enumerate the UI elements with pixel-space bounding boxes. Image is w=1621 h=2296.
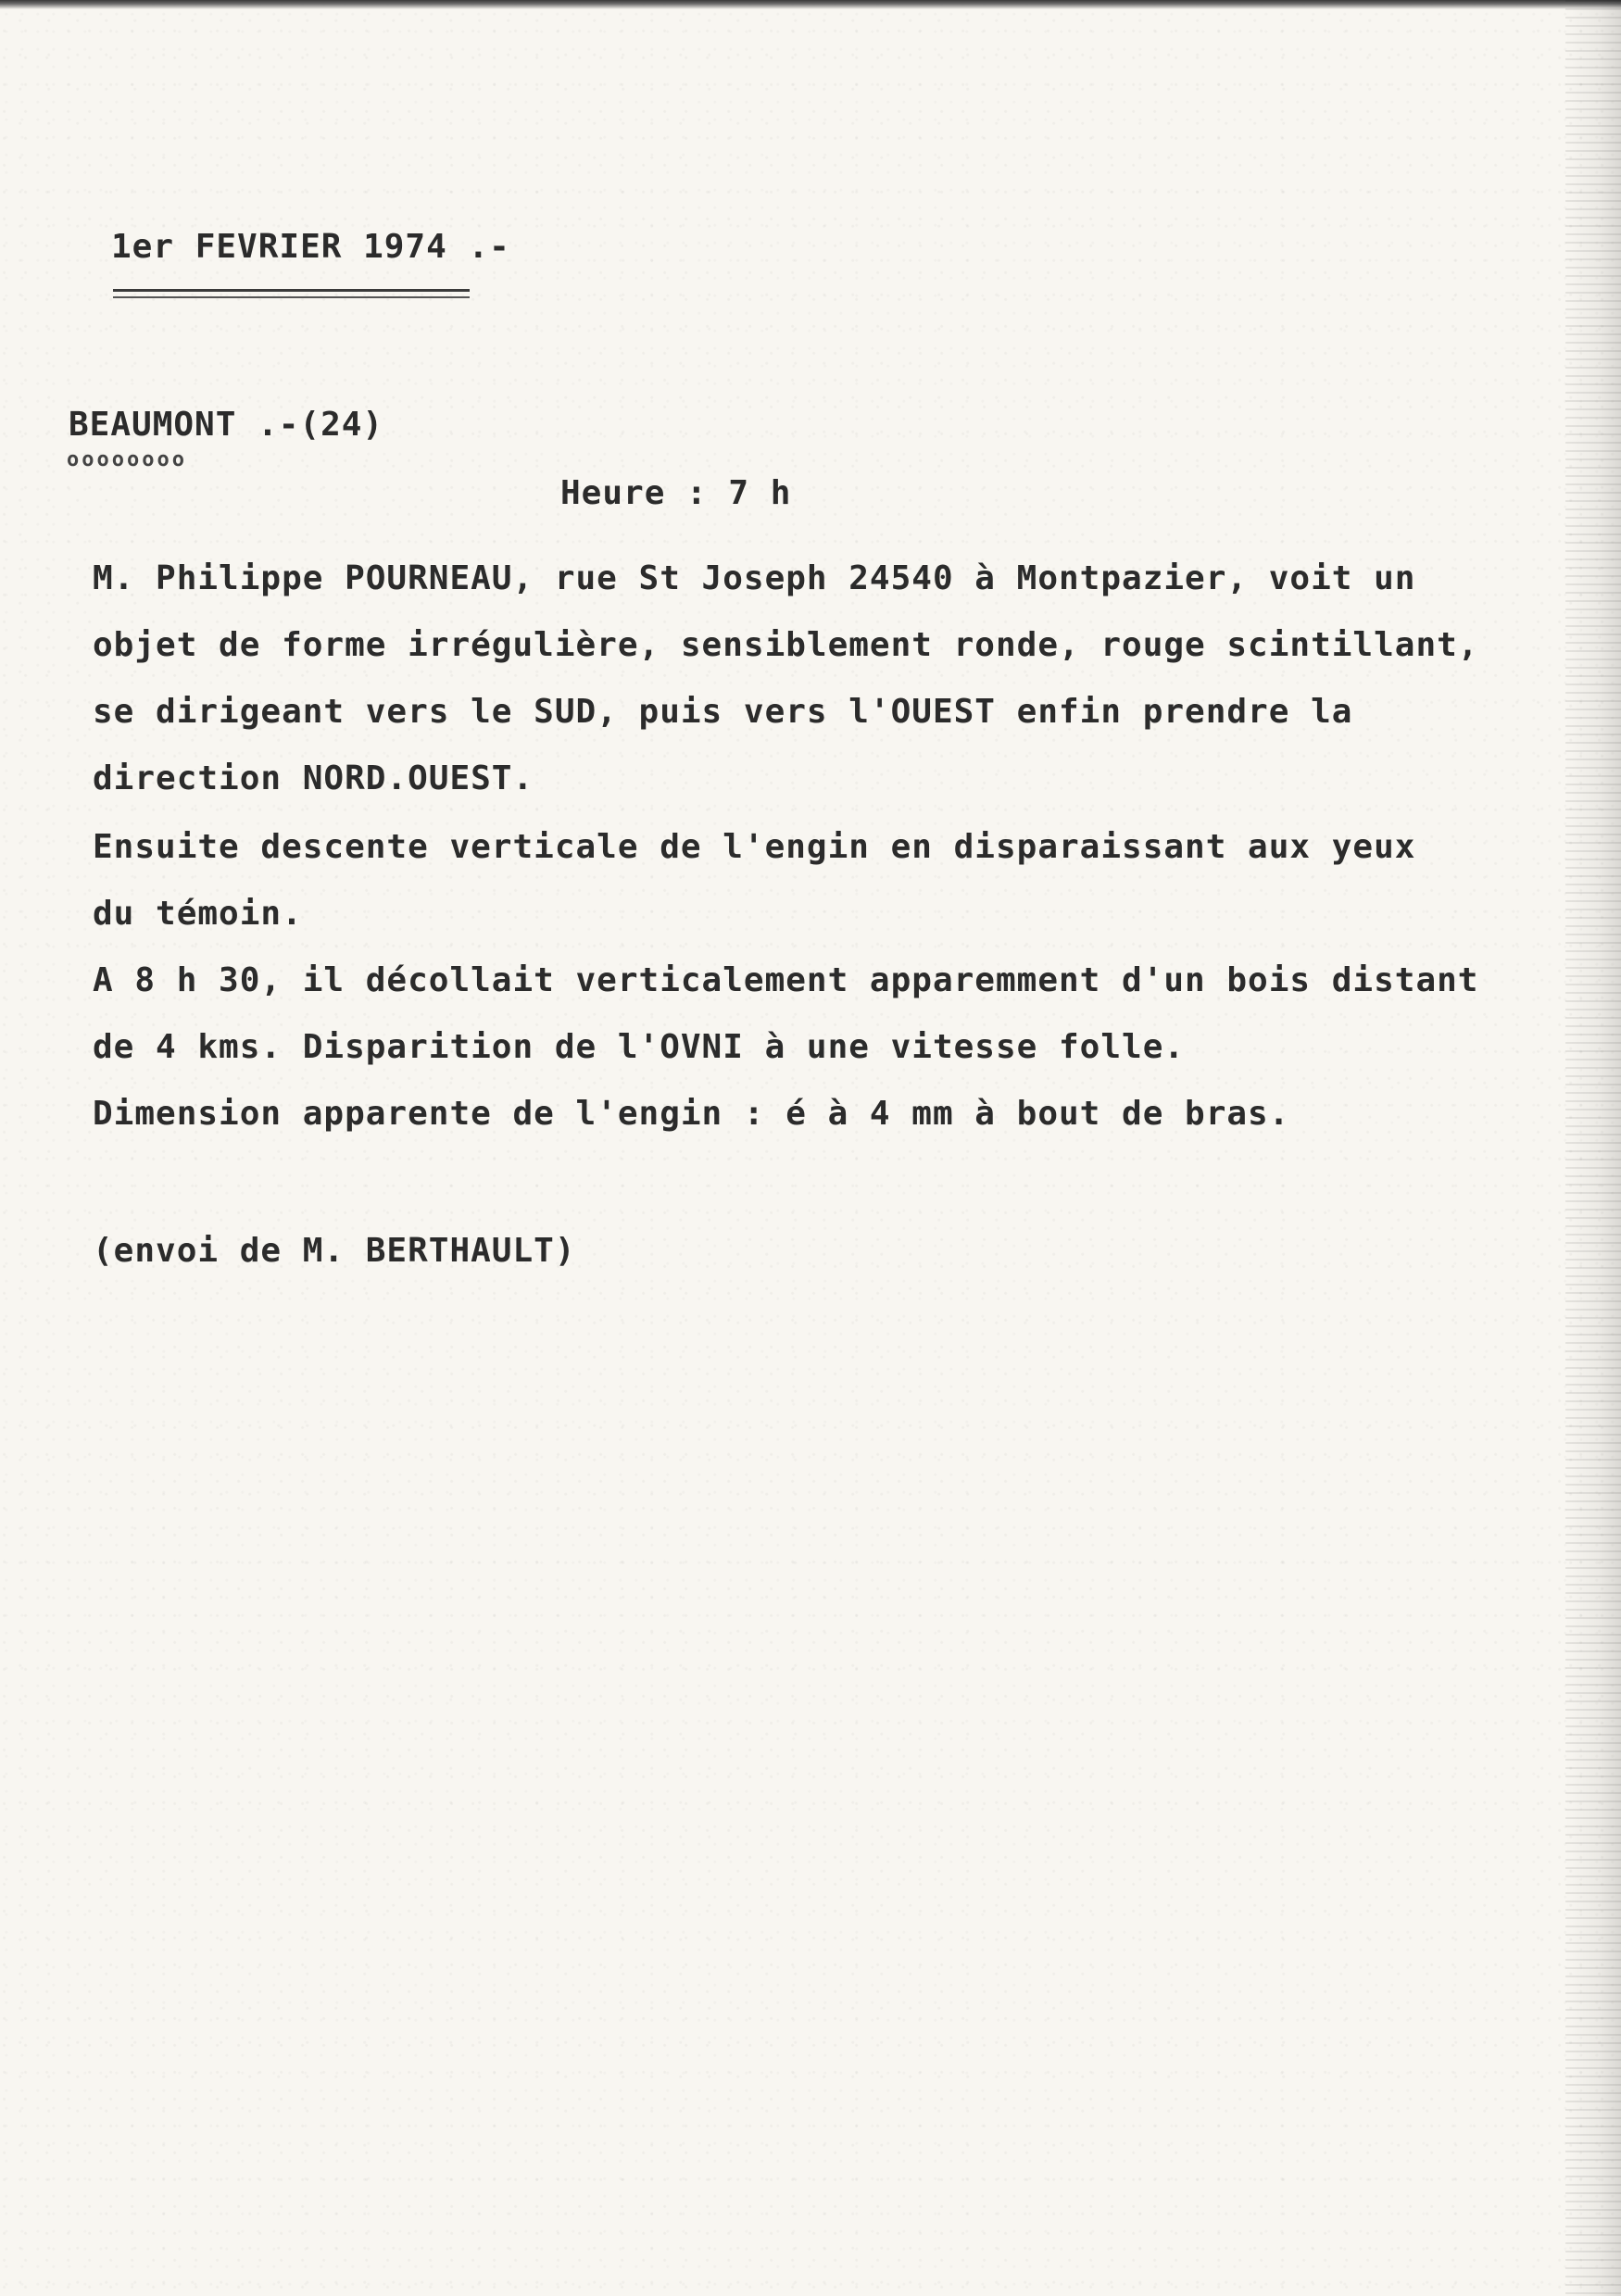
body-line: direction NORD.OUEST. [93,759,534,797]
body-line: Ensuite descente verticale de l'engin en disparaissant aux yeux [93,828,1416,866]
page-right-edge [1565,0,1621,2296]
place-heading: BEAUMONT .-(24) [69,406,384,444]
place-underline: oooooooo [67,448,187,471]
date-heading: 1er FEVRIER 1974 .- [111,228,510,266]
body-line: objet de forme irrégulière, sensiblement ronde, rouge scintillant, [93,626,1479,664]
date-underline-second [113,296,470,298]
page-top-edge [0,0,1621,9]
sender-note: (envoi de M. BERTHAULT) [93,1232,576,1270]
body-line: M. Philippe POURNEAU, rue St Joseph 24540 à Montpazier, voit un [93,559,1416,597]
body-line: se dirigeant vers le SUD, puis vers l'OUEST enfin prendre la [93,693,1353,731]
body-line: de 4 kms. Disparition de l'OVNI à une vitesse folle. [93,1028,1186,1066]
date-underline [113,289,470,292]
body-line: A 8 h 30, il décollait verticalement apparemment d'un bois distant [93,961,1479,999]
time-heading: Heure : 7 h [560,474,792,512]
body-line: Dimension apparente de l'engin : é à 4 mm à bout de bras. [93,1095,1290,1133]
body-line: du témoin. [93,895,303,933]
